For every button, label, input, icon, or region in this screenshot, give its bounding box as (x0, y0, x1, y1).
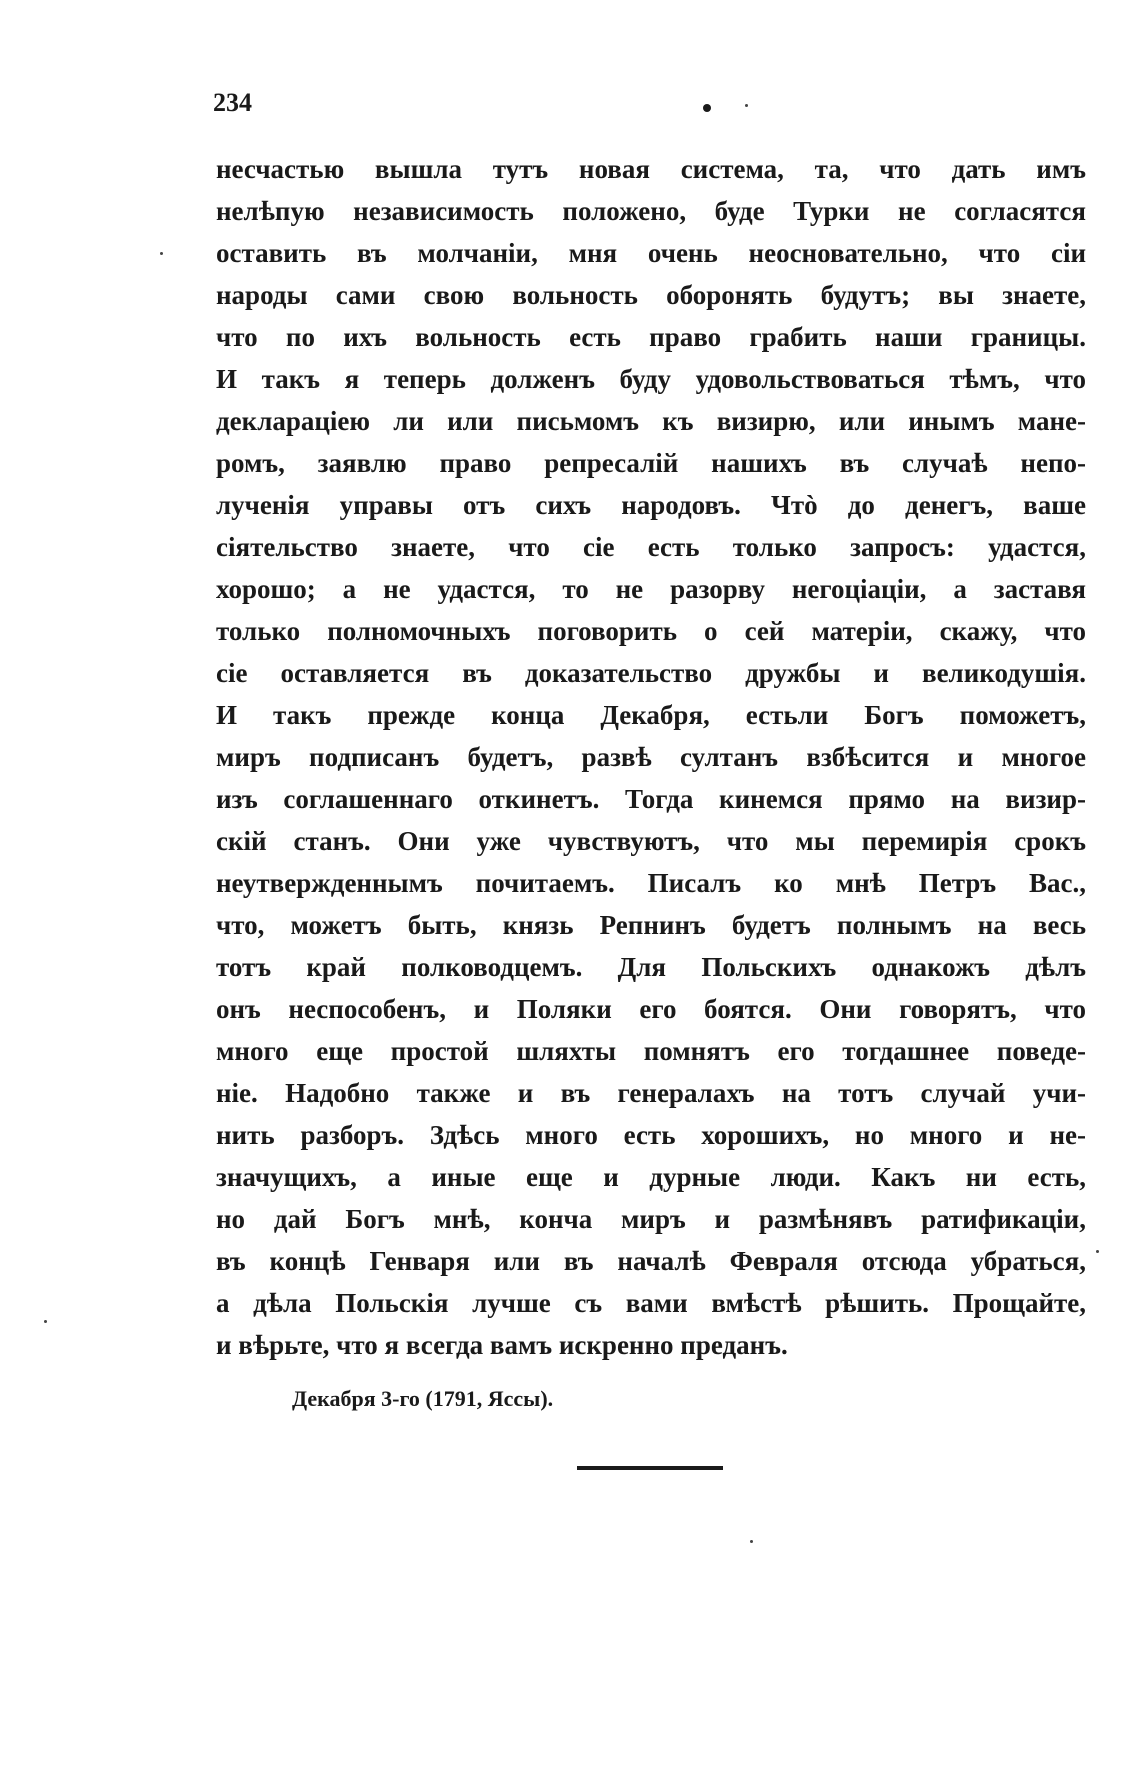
text-line: много еще простой шляхты помнятъ его тогдашнее поведе- (216, 1036, 1086, 1066)
text-line: тотъ край полководцемъ. Для Польскихъ однакожъ дѣлъ (216, 952, 1086, 982)
scan-speck (750, 1540, 753, 1543)
text-line: И такъ прежде конца Декабря, естьли Богъ поможетъ, (216, 700, 1086, 730)
text-line: изъ соглашеннаго откинетъ. Тогда кинемся прямо на визир- (216, 784, 1086, 814)
text-line: но дай Богъ мнѣ, конча миръ и размѣнявъ ратификаціи, (216, 1204, 1086, 1234)
text-line: И такъ я теперь долженъ буду удовольствоваться тѣмъ, что (216, 364, 1086, 394)
text-line: сіе оставляется въ доказательство дружбы и великодушія. (216, 658, 1086, 688)
text-line: что по ихъ вольность есть право грабить наши границы. (216, 322, 1086, 352)
page-number: 234 (213, 88, 252, 117)
scan-speck (44, 1320, 47, 1323)
text-line: деклараціею ли или письмомъ къ визирю, или инымъ мане- (216, 406, 1086, 436)
text-line: народы сами свою вольность оборонять будутъ; вы знаете, (216, 280, 1086, 310)
text-line: неутвержденнымъ почитаемъ. Писалъ ко мнѣ Петръ Вас., (216, 868, 1086, 898)
text-line: только полномочныхъ поговорить о сей матеріи, скажу, что (216, 616, 1086, 646)
scan-speck (160, 252, 163, 255)
text-line: нелѣпую независимость положено, буде Турки не согласятся (216, 196, 1086, 226)
text-line: ніе. Надобно также и въ генералахъ на тотъ случай учи- (216, 1078, 1086, 1108)
end-rule-divider (577, 1466, 723, 1470)
text-line: сіятельство знаете, что сіе есть только запросъ: удастся, (216, 532, 1086, 562)
text-line: что, можетъ быть, князь Репнинъ будетъ полнымъ на весь (216, 910, 1086, 940)
text-line: оставить въ молчаніи, мня очень неосновательно, что сіи (216, 238, 1086, 268)
scan-speck (1096, 1250, 1099, 1253)
text-line: нить разборъ. Здѣсь много есть хорошихъ, но много и не- (216, 1120, 1086, 1150)
text-line: несчастью вышла тутъ новая система, та, что дать имъ (216, 154, 1086, 184)
text-line: ромъ, заявлю право репресалій нашихъ въ случаѣ непо- (216, 448, 1086, 478)
letter-dateline: Декабря 3-го (1791, Яссы). (292, 1386, 554, 1411)
text-line: лученія управы отъ сихъ народовъ. Чтò до денегъ, ваше (216, 490, 1086, 520)
text-line: миръ подписанъ будетъ, развѣ султанъ взбѣсится и многое (216, 742, 1086, 772)
text-line: хорошо; а не удастся, то не разорву негоціаціи, а заставя (216, 574, 1086, 604)
text-line: значущихъ, а иные еще и дурные люди. Какъ ни есть, (216, 1162, 1086, 1192)
text-line: онъ неспособенъ, и Поляки его боятся. Они говорятъ, что (216, 994, 1086, 1024)
header-dot-mark (703, 104, 711, 112)
text-line-last: и вѣрьте, что я всегда вамъ искренно преданъ. (216, 1330, 788, 1360)
text-line: скій станъ. Они уже чувствуютъ, что мы перемирія срокъ (216, 826, 1086, 856)
letter-body (216, 148, 1086, 1366)
text-line: а дѣла Польскія лучше съ вами вмѣстѣ рѣшить. Прощайте, (216, 1288, 1086, 1318)
scan-speck (745, 104, 748, 107)
text-line: въ концѣ Генваря или въ началѣ Февраля отсюда убраться, (216, 1246, 1086, 1276)
